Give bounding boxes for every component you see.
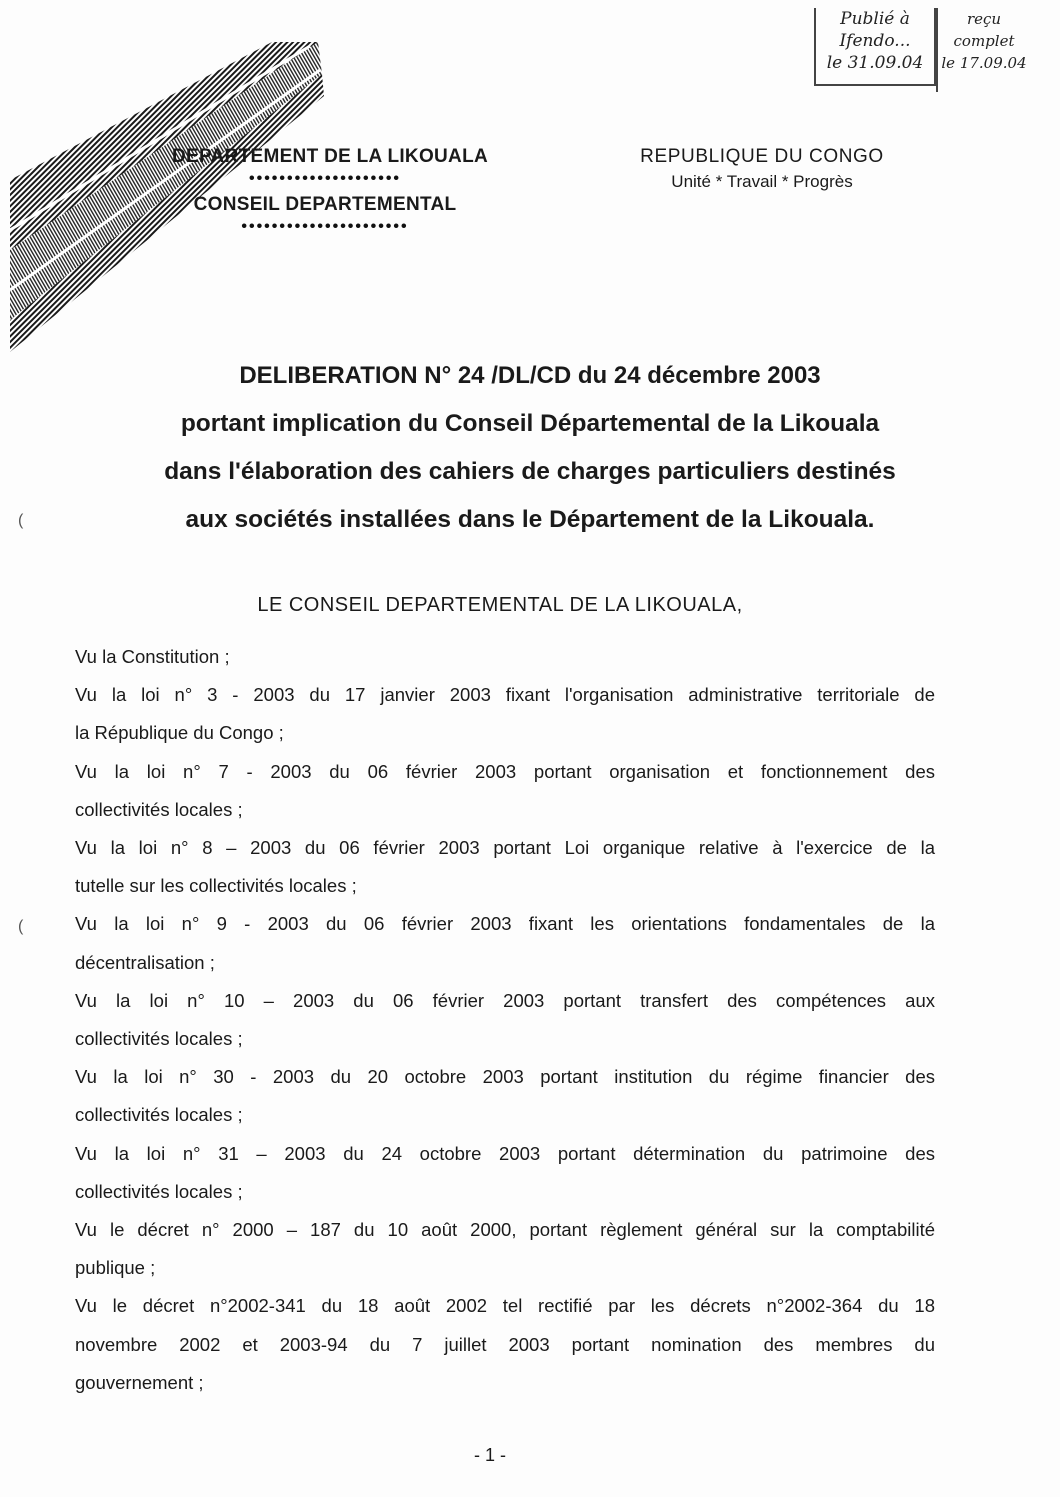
stamp-line: le 31.09.04: [826, 53, 924, 73]
visa-line: la République du Congo ;: [75, 722, 284, 744]
visa-line: collectivités locales ;: [75, 798, 243, 820]
publication-stamp: [814, 8, 936, 86]
council-heading: LE CONSEIL DEPARTEMENTAL DE LA LIKOUALA,: [257, 594, 743, 616]
title-line: dans l'élaboration des cahiers de charges particuliers destinés: [164, 458, 896, 485]
scan-margin-mark: (: [18, 918, 24, 935]
visa-line: Vu le décret n°2002-341 du 18 août 2002 tel rectifié par les décrets n°2002-364 du 18: [75, 1295, 935, 1317]
country-name: REPUBLIQUE DU CONGO: [640, 146, 884, 167]
stamp-line: Publié à: [840, 9, 910, 29]
national-motto: Unité * Travail * Progrès: [671, 172, 853, 191]
visa-line: Vu la loi n° 3 - 2003 du 17 janvier 2003 fixant l'organisation administrative territoriale de: [75, 684, 935, 706]
title-line: DELIBERATION N° 24 /DL/CD du 24 décembre 2003: [239, 362, 821, 389]
visa-line: Vu la loi n° 30 - 2003 du 20 octobre 2003 portant institution du régime financier des: [75, 1066, 935, 1088]
reception-stamp: [936, 8, 1030, 92]
visa-line: décentralisation ;: [75, 951, 215, 973]
visa-line: collectivités locales ;: [75, 1104, 243, 1126]
stamp-line: le 17.09.04: [941, 54, 1027, 72]
visa-line: Vu la loi n° 7 - 2003 du 06 février 2003 portant organisation et fonctionnement des: [75, 760, 935, 782]
visa-line: novembre 2002 et 2003-94 du 7 juillet 2003 portant nomination des membres du: [75, 1333, 935, 1355]
visa-line: gouvernement ;: [75, 1371, 204, 1393]
page-number: - 1 -: [473, 1445, 506, 1465]
visa-line: Vu la loi n° 8 – 2003 du 06 février 2003 portant Loi organique relative à l'exercice de la: [75, 837, 935, 859]
visa-line: tutelle sur les collectivités locales ;: [75, 875, 357, 897]
visa-line: publique ;: [75, 1257, 156, 1279]
visa-line: Vu le décret n° 2000 – 187 du 10 août 2000, portant règlement général sur la comptabilité: [75, 1219, 935, 1241]
visa-line: Vu la loi n° 10 – 2003 du 06 février 2003 portant transfert des compétences aux: [75, 989, 935, 1011]
dotted-separator: ••••••••••••••••••••••: [241, 218, 409, 235]
visas-list: [75, 638, 935, 1402]
stamp-line: Ifendo...: [839, 31, 911, 51]
deliberation-title: [70, 352, 990, 544]
dotted-separator: ••••••••••••••••••••: [248, 170, 402, 187]
title-line: aux sociétés installées dans le Département de la Likouala.: [185, 506, 875, 533]
issuing-authority: [140, 146, 510, 242]
stamp-line: complet: [953, 32, 1015, 50]
visa-line: Vu la Constitution ;: [75, 646, 230, 667]
visa-line: collectivités locales ;: [75, 1180, 243, 1202]
country-header: [612, 146, 912, 192]
title-line: portant implication du Conseil Départemental de la Likouala: [180, 410, 880, 437]
visa-line: Vu la loi n° 31 – 2003 du 24 octobre 2003 portant détermination du patrimoine des: [75, 1142, 935, 1164]
visa-line: collectivités locales ;: [75, 1028, 243, 1050]
department-name: DEPARTEMENT DE LA LIKOUALA: [171, 146, 488, 167]
stamp-line: reçu: [966, 10, 1002, 28]
council-name: CONSEIL DEPARTEMENTAL: [193, 194, 457, 215]
scan-margin-mark: (: [18, 512, 24, 529]
visa-line: Vu la loi n° 9 - 2003 du 06 février 2003 fixant les orientations fondamentales de la: [75, 913, 935, 935]
